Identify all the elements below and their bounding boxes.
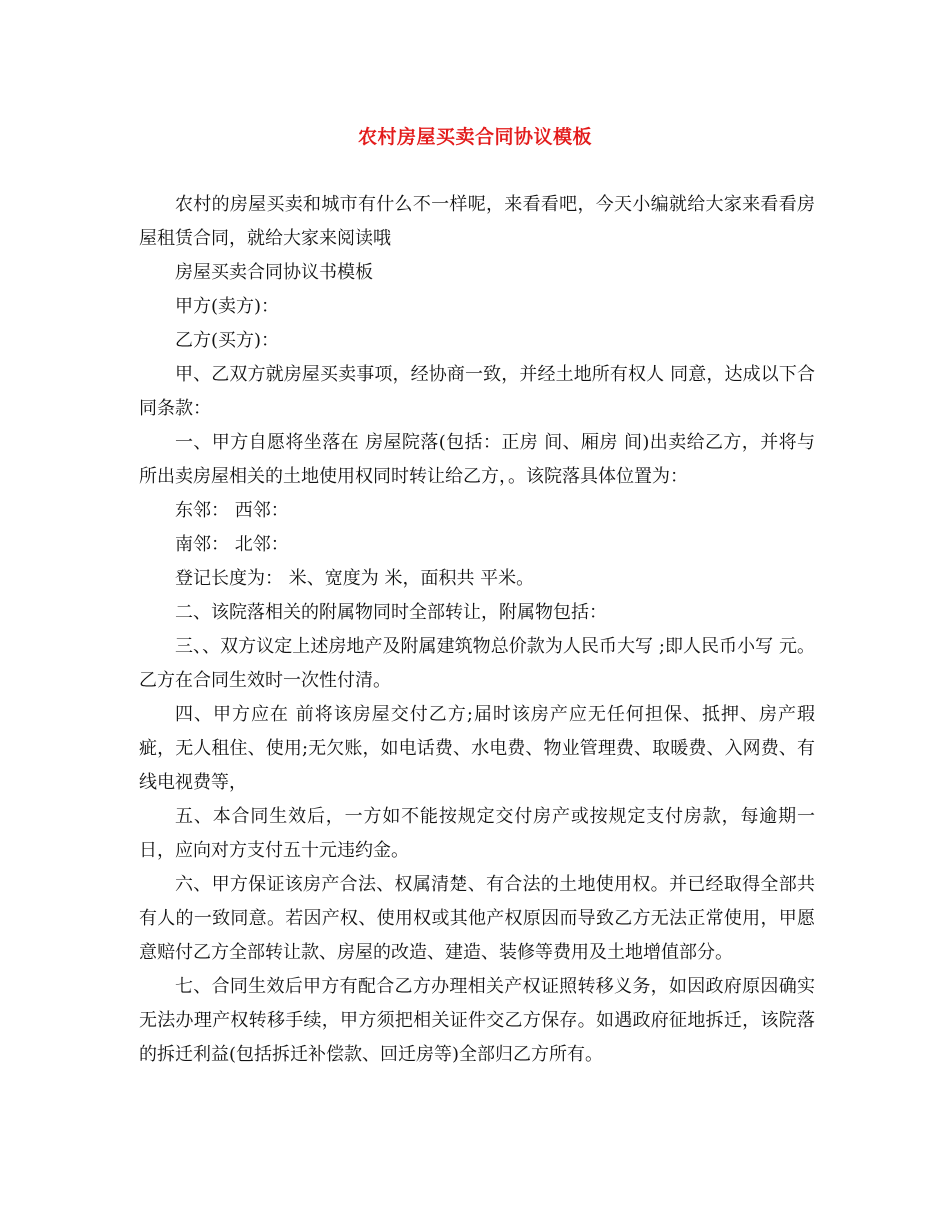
registered-dimensions: 登记长度为： 米、宽度为 米，面积共 平米。 <box>175 568 535 589</box>
intro-paragraph: 农村的房屋买卖和城市有什么不一样呢，来看看吧，今天小编就给大家来看看房屋租赁合同，就给大家来阅读哦 <box>139 194 815 249</box>
agreement-preamble: 甲、乙双方就房屋买卖事项，经协商一致，并经土地所有权人 同意，达成以下合同条款： <box>139 364 815 419</box>
clause-5: 五、本合同生效后，一方如不能按规定交付房产或按规定支付房款，每逾期一日，应向对方支付五十元违约金。 <box>139 806 815 861</box>
clause-1: 一、甲方自愿将坐落在 房屋院落(包括：正房 间、厢房 间)出卖给乙方，并将与所出卖房屋相关的土地使用权同时转让给乙方，。该院落具体位置为： <box>139 432 815 487</box>
clause-4: 四、甲方应在 前将该房屋交付乙方;届时该房产应无任何担保、抵押、房产瑕疵，无人租住、使用;无欠账，如电话费、水电费、物业管理费、取暖费、入网费、有线电视费等， <box>139 704 815 793</box>
east-west-neighbors: 东邻： 西邻： <box>175 500 289 521</box>
clause-7: 七、合同生效后甲方有配合乙方办理相关产权证照转移义务，如因政府原因确实无法办理产权转移手续，甲方须把相关证件交乙方保存。如遇政府征地拆迁，该院落的拆迁利益(包括拆迁补偿款、回迁房等)全部归乙方所有。 <box>139 976 815 1065</box>
template-heading: 房屋买卖合同协议书模板 <box>175 262 373 283</box>
document-body <box>139 188 815 1072</box>
clause-2: 二、该院落相关的附属物同时全部转让，附属物包括： <box>175 602 607 623</box>
clause-6: 六、甲方保证该房产合法、权属清楚、有合法的土地使用权。并已经取得全部共有人的一致同意。若因产权、使用权或其他产权原因而导致乙方无法正常使用，甲愿意赔付乙方全部转让款、房屋的改造、建造、装修等费用及土地增值部分。 <box>139 874 815 963</box>
clause-3: 三、、双方议定上述房地产及附属建筑物总价款为人民币大写 ;即人民币小写 元。乙方在合同生效时一次性付清。 <box>139 636 815 691</box>
south-north-neighbors: 南邻： 北邻： <box>175 534 289 555</box>
party-a-line: 甲方(卖方)： <box>175 296 280 317</box>
document-title: 农村房屋买卖合同协议模板 <box>357 126 592 148</box>
party-b-line: 乙方(买方)： <box>175 330 280 351</box>
